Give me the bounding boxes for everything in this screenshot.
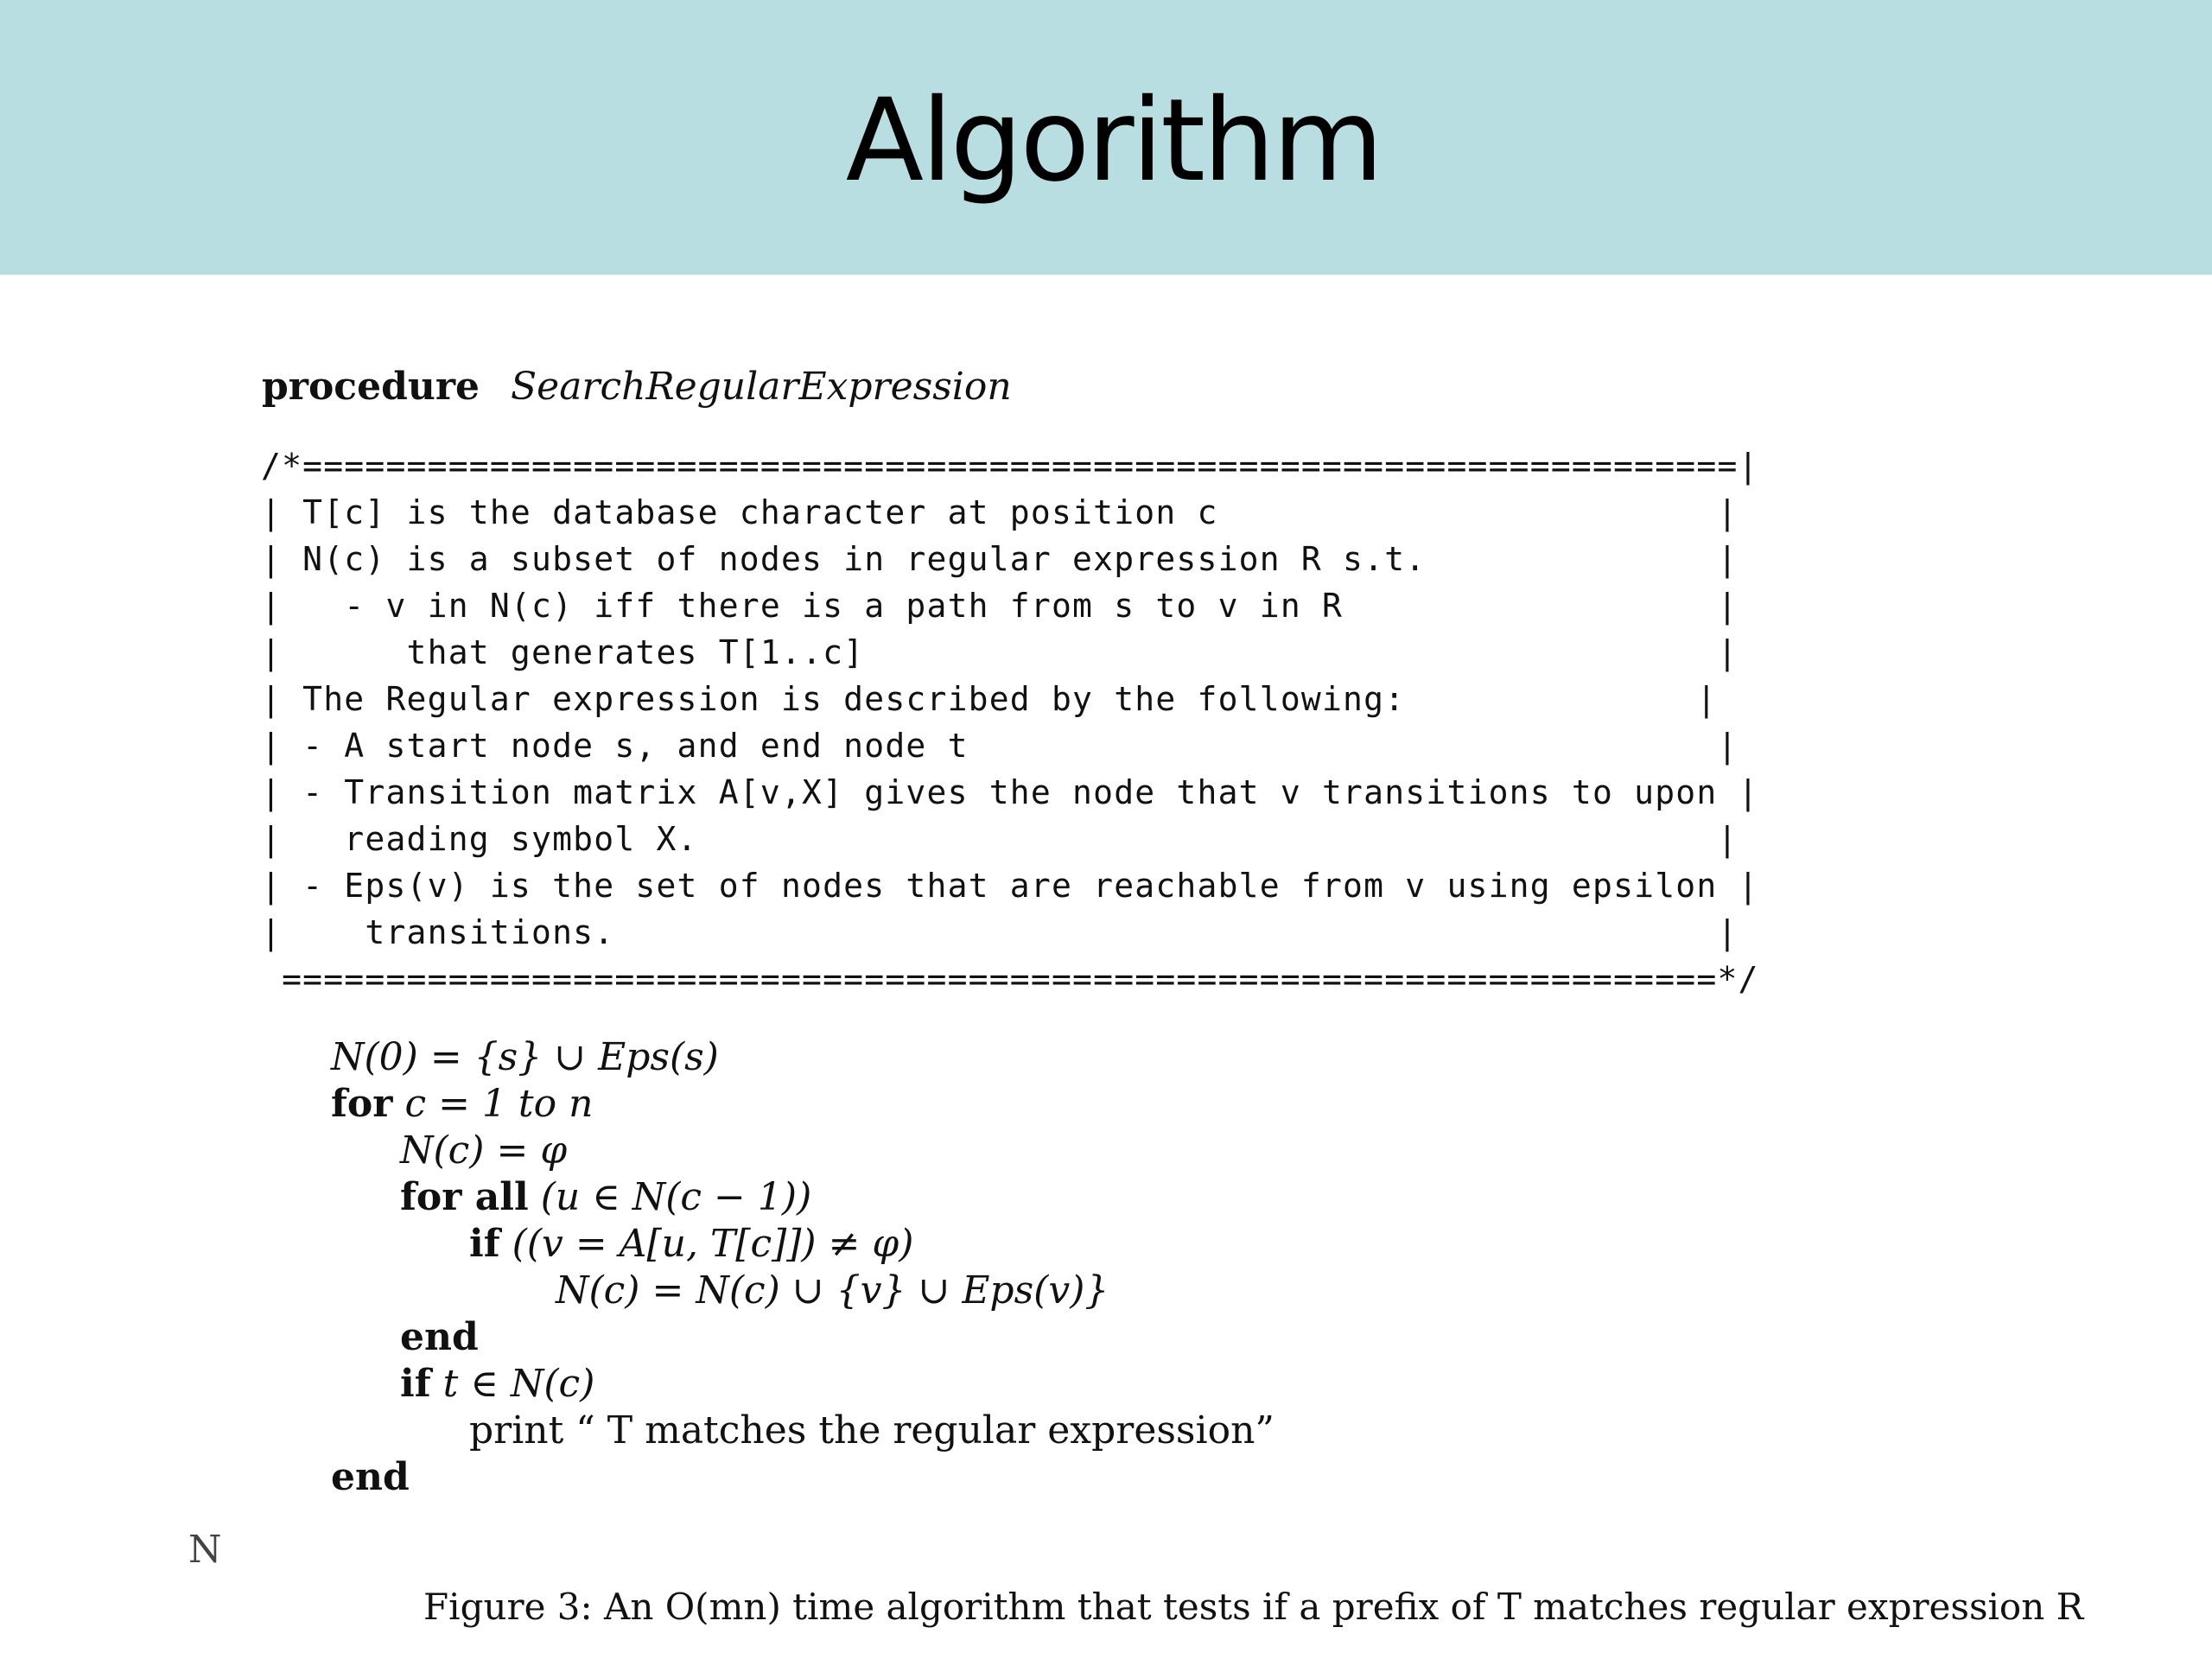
comment-line: | reading symbol X. | [261,820,1738,858]
end-keyword: end [400,1315,479,1359]
stray-mark: N [188,1528,222,1572]
comment-line: | transitions. | [261,913,1738,951]
comment-line: | T[c] is the database character at position c | [261,493,1738,531]
slide-title: Algorithm [845,74,1382,207]
comment-line: =====================================================================*/ [261,960,1759,998]
comment-line: | N(c) is a subset of nodes in regular expression R s.t. | [261,540,1738,578]
if-keyword: if [400,1362,431,1406]
procedure-heading [262,363,1012,411]
algo-line-end-inner [400,1313,479,1362]
algo-line-init [331,1033,719,1082]
comment-line: | The Regular expression is described by the following: | [261,680,1718,718]
algo-line-reset [400,1127,567,1175]
comment-line: | - v in N(c) iff there is a path from s to v in R | [261,587,1738,625]
comment-line: /*=====================================================================| [261,447,1759,485]
print-statement: print “ T matches the regular expression” [469,1408,1274,1452]
algo-line-if-match [400,1360,594,1408]
algo-line-if-transition [469,1220,913,1268]
if-keyword: if [469,1222,500,1266]
reset-expression: N(c) = φ [400,1128,568,1173]
algo-line-forall [400,1173,811,1222]
for-keyword: for [331,1082,393,1126]
algo-line-for [331,1080,593,1128]
title-banner [0,0,2212,275]
procedure-keyword: procedure [262,365,480,409]
algo-line-update [556,1267,1109,1315]
if-condition: ((v = A[u, T[c]]) ≠ φ) [512,1222,914,1266]
match-condition: t ∈ N(c) [442,1362,595,1406]
comment-line: | that generates T[1..c] | [261,633,1738,671]
end-keyword: end [331,1455,410,1499]
forall-condition: (u ∈ N(c − 1)) [540,1175,812,1219]
update-expression: N(c) = N(c) ∪ {v} ∪ Eps(v)} [556,1268,1109,1313]
procedure-name: SearchRegularExpression [511,365,1012,409]
init-expression: N(0) = {s} ∪ Eps(s) [331,1035,719,1079]
comment-line: | - Transition matrix A[v,X] gives the node that v transitions to upon | [261,773,1759,811]
comment-block [261,442,1759,1002]
figure-caption: Figure 3: An O(mn) time algorithm that tests if a prefix of T matches regular expression R [423,1586,2084,1628]
comment-line: | - Eps(v) is the set of nodes that are reachable from v using epsilon | [261,867,1759,905]
algo-line-print [469,1407,1274,1455]
comment-line: | - A start node s, and end node t | [261,727,1738,765]
for-range: c = 1 to n [404,1082,594,1126]
algo-line-end-outer [331,1453,410,1502]
forall-keyword: for all [400,1175,529,1219]
